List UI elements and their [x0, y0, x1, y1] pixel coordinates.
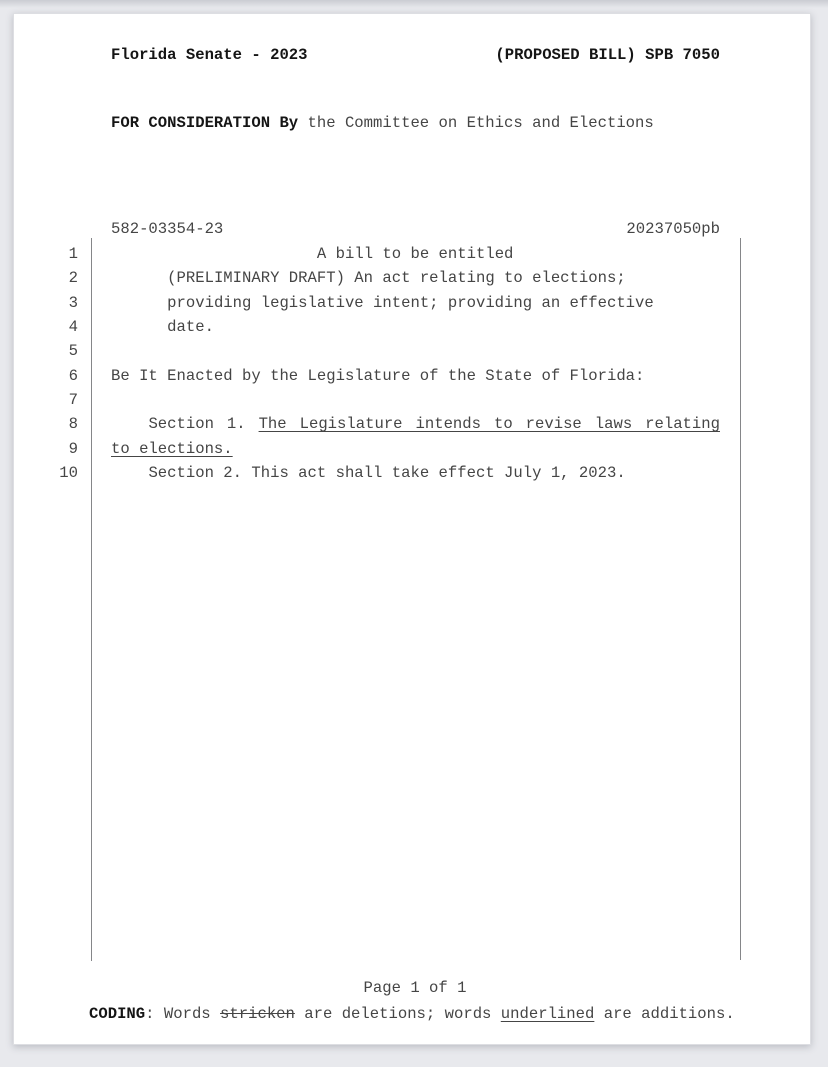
bill-line: [14, 242, 812, 266]
text-segment: are deletions; words: [294, 1005, 501, 1023]
text-segment: : Words: [145, 1005, 221, 1023]
document-header-left: Florida Senate - 2023: [111, 46, 308, 64]
line-number: 8: [68, 415, 78, 434]
bill-line: [14, 315, 812, 339]
text-segment: (PRELIMINARY DRAFT) An act relating to elections;: [167, 269, 626, 288]
line-number: 2: [68, 269, 78, 288]
line-text: [111, 364, 644, 388]
stricken-text-segment: stricken: [220, 1005, 295, 1023]
coding-legend-line: [89, 1004, 735, 1024]
line-text: [111, 266, 626, 290]
line-text: [111, 291, 654, 315]
bill-line: [14, 339, 812, 363]
line-text: [111, 242, 513, 266]
added-text-segment: to elections.: [111, 439, 233, 458]
line-number: 3: [68, 293, 78, 312]
page-number-indicator: Page 1 of 1: [363, 979, 467, 997]
added-text-segment: underlined: [500, 1005, 595, 1023]
line-number: 4: [68, 318, 78, 337]
document-code: 20237050pb: [626, 220, 720, 238]
document-header-right: (PROPOSED BILL) SPB 7050: [495, 46, 720, 64]
bill-line: [14, 461, 812, 485]
bill-line: [14, 266, 812, 290]
bill-text-block: [14, 242, 812, 485]
text-segment: Section 1.: [148, 415, 259, 434]
text-segment: Section 2. This act shall take effect July 1, 2023.: [148, 464, 626, 483]
bill-line: [14, 412, 812, 436]
consideration-line: [111, 113, 654, 133]
bill-document-page: [13, 13, 811, 1045]
added-text-segment: The Legislature intends to revise laws relating: [258, 415, 720, 434]
line-text: [111, 412, 720, 436]
text-segment: providing legislative intent; providing an effective: [167, 293, 654, 312]
text-segment: Be It Enacted by the Legislature of the State of Florida:: [111, 366, 645, 385]
line-text: [111, 461, 626, 485]
line-number: 9: [68, 439, 78, 458]
line-number: 7: [68, 391, 78, 410]
text-segment: A bill to be entitled: [316, 245, 514, 263]
photo-edge-shade: [0, 0, 828, 8]
bill-line: [14, 388, 812, 412]
bold-text-segment: CODING: [89, 1005, 146, 1023]
bill-line: [14, 364, 812, 388]
line-number: 10: [59, 464, 78, 483]
line-number: 5: [68, 342, 78, 361]
line-text: [111, 315, 214, 339]
bill-line: [14, 437, 812, 461]
bill-line: [14, 291, 812, 315]
line-number: 1: [68, 245, 78, 263]
text-segment: date.: [167, 318, 214, 337]
consideration-label: FOR CONSIDERATION By: [111, 114, 299, 132]
line-text: [111, 437, 233, 461]
line-number: 6: [68, 366, 78, 385]
consideration-committee: the Committee on Ethics and Elections: [298, 114, 654, 132]
reference-number: 582-03354-23: [111, 220, 224, 238]
text-segment: are additions.: [594, 1005, 735, 1023]
